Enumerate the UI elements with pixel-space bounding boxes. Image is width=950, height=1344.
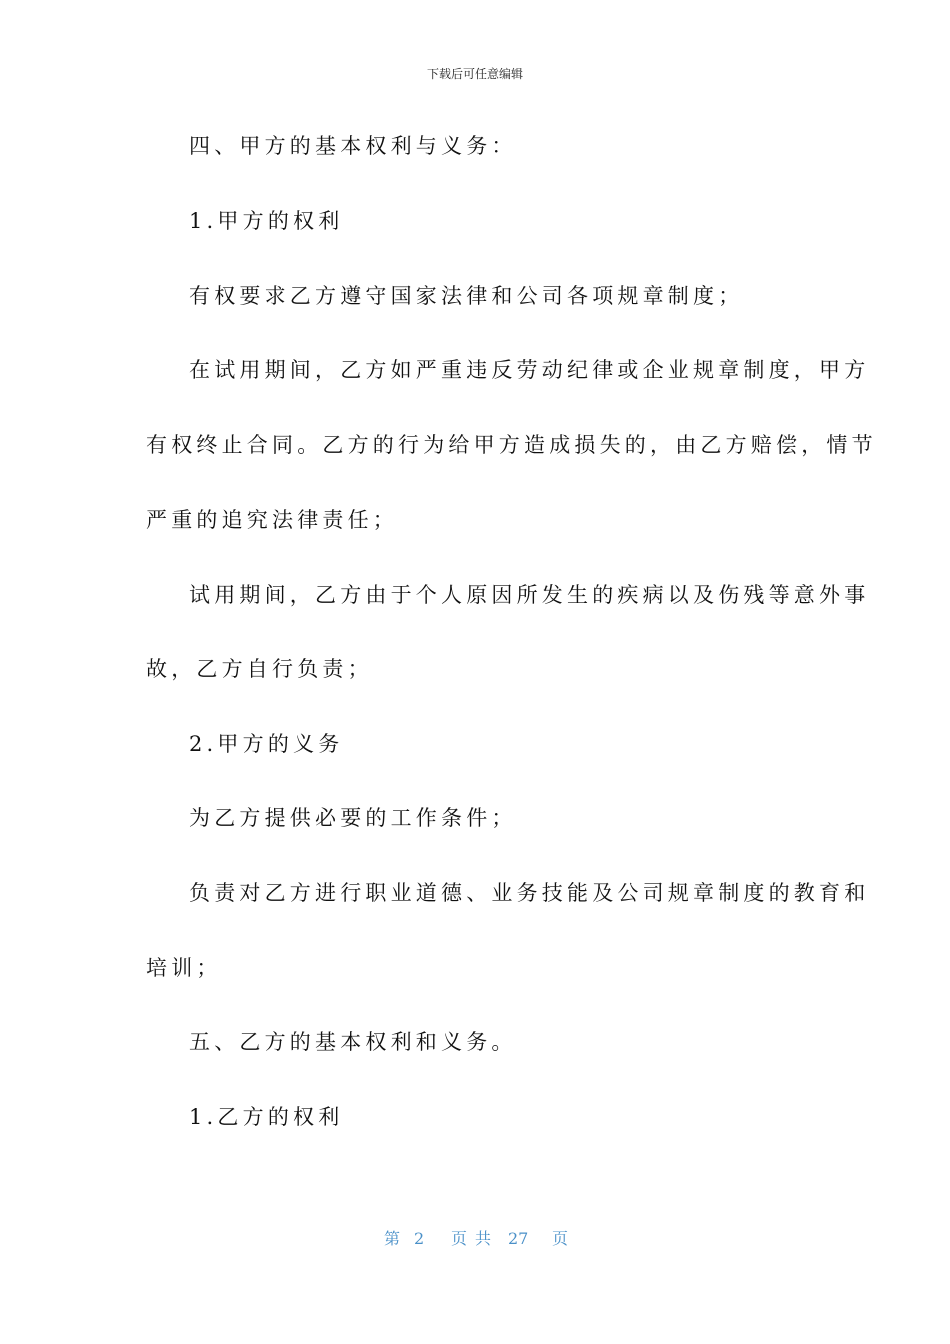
current-page-number: 2	[414, 1229, 425, 1248]
paragraph-line: 有权要求乙方遵守国家法律和公司各项规章制度；	[189, 284, 744, 308]
paragraph-line: 培训；	[146, 956, 222, 980]
footer-suffix: 页	[552, 1229, 569, 1248]
paragraph-line: 有权终止合同。乙方的行为给甲方造成损失的，由乙方赔偿，情节	[146, 433, 877, 457]
paragraph-line: 在试用期间，乙方如严重违反劳动纪律或企业规章制度，甲方	[189, 358, 870, 382]
paragraph-line: 负责对乙方进行职业道德、业务技能及公司规章制度的教育和	[189, 881, 870, 905]
paragraph-line: 试用期间，乙方由于个人原因所发生的疾病以及伤残等意外事	[189, 583, 870, 607]
page-header: 下载后可任意编辑	[426, 67, 523, 81]
subheading-party-a-duties: 2.甲方的义务	[189, 732, 344, 756]
paragraph-line: 故，乙方自行负责；	[146, 657, 373, 681]
paragraph-line: 严重的追究法律责任；	[146, 508, 398, 532]
section-heading-party-a: 四、甲方的基本权利与义务：	[189, 134, 517, 158]
subheading-party-b-rights: 1.乙方的权利	[189, 1105, 344, 1129]
total-pages-number: 27	[508, 1229, 529, 1248]
subheading-party-a-rights: 1.甲方的权利	[189, 209, 344, 233]
footer-prefix: 第	[384, 1229, 401, 1248]
paragraph-line: 为乙方提供必要的工作条件；	[189, 806, 517, 830]
section-heading-party-b: 五、乙方的基本权利和义务。	[189, 1030, 517, 1054]
footer-middle: 页共	[451, 1229, 500, 1248]
